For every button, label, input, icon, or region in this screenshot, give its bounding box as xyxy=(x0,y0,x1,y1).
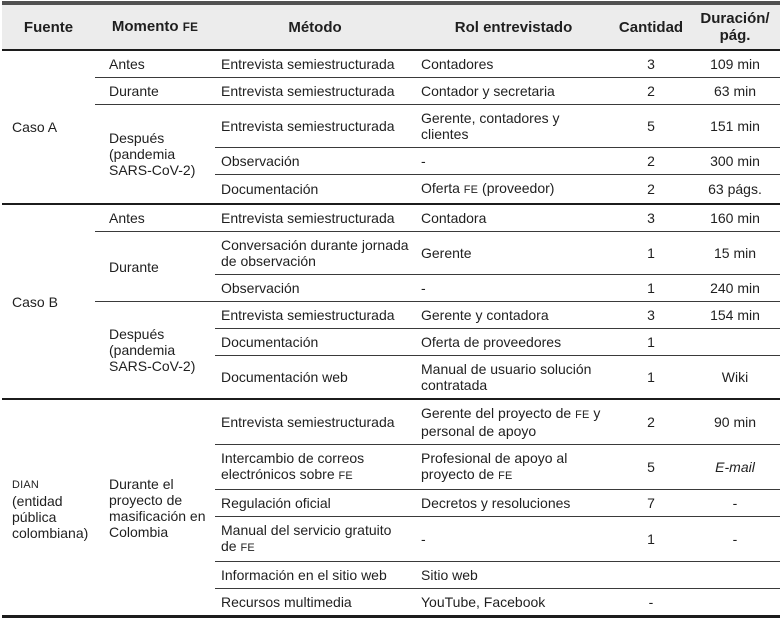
metodo-cell: Observación xyxy=(215,148,415,175)
duracion-cell: 300 min xyxy=(690,148,780,175)
momento-cell: Después (pandemia SARS-CoV-2) xyxy=(95,105,215,205)
rol-cell: Oferta de proveedores xyxy=(415,329,612,356)
duracion-cell: - xyxy=(690,517,780,562)
rol-cell: Decretos y resoluciones xyxy=(415,490,612,517)
rol-cell: Gerente y contadora xyxy=(415,302,612,329)
metodo-cell: Entrevista semiestructurada xyxy=(215,50,415,78)
smallcaps-text: FE xyxy=(338,470,353,482)
duracion-cell: 240 min xyxy=(690,275,780,302)
smallcaps-text: FE xyxy=(182,21,199,34)
cantidad-cell: 2 xyxy=(612,175,690,205)
smallcaps-text: FE xyxy=(240,542,255,554)
metodo-cell: Entrevista semiestructurada xyxy=(215,78,415,105)
cantidad-cell xyxy=(612,562,690,589)
fuente-cell: DIAN (entidad pública colombiana) xyxy=(2,399,95,617)
momento-cell: Durante xyxy=(95,232,215,302)
cantidad-cell: 3 xyxy=(612,50,690,78)
duracion-cell: E-mail xyxy=(690,445,780,490)
metodo-cell: Entrevista semiestructurada xyxy=(215,302,415,329)
cantidad-cell: 2 xyxy=(612,399,690,445)
table-body xyxy=(2,50,780,617)
metodo-cell: Documentación xyxy=(215,329,415,356)
metodo-cell: Entrevista semiestructurada xyxy=(215,399,415,445)
metodo-cell: Entrevista semiestructurada xyxy=(215,204,415,232)
cantidad-cell: 1 xyxy=(612,356,690,400)
metodo-cell: Entrevista semiestructurada xyxy=(215,105,415,148)
rol-cell: - xyxy=(415,275,612,302)
rol-cell: Contador y secretaria xyxy=(415,78,612,105)
momento-cell: Antes xyxy=(95,204,215,232)
smallcaps-text: FE xyxy=(463,184,479,196)
duracion-cell: 154 min xyxy=(690,302,780,329)
metodo-cell: Conversación durante jornada de observación xyxy=(215,232,415,275)
rol-cell: Manual de usuario solución contratada xyxy=(415,356,612,400)
metodo-cell: Recursos multimedia xyxy=(215,589,415,617)
duracion-cell: 15 min xyxy=(690,232,780,275)
rol-cell: Contadores xyxy=(415,50,612,78)
smallcaps-text: FE xyxy=(575,409,590,421)
momento-cell: Durante el proyecto de masificación en Colombia xyxy=(95,399,215,617)
metodo-cell: Intercambio de correos electrónicos sobre FE xyxy=(215,445,415,490)
metodo-cell: Información en el sitio web xyxy=(215,562,415,589)
table-row xyxy=(2,232,780,275)
cantidad-cell: 1 xyxy=(612,275,690,302)
rol-cell: Oferta FE (proveedor) xyxy=(415,175,612,205)
column-header-rol: Rol entrevistado xyxy=(415,3,612,50)
cantidad-cell: 3 xyxy=(612,302,690,329)
table-row xyxy=(2,50,780,78)
cantidad-cell: 1 xyxy=(612,232,690,275)
cantidad-cell: 3 xyxy=(612,204,690,232)
rol-cell: Gerente, contadores y clientes xyxy=(415,105,612,148)
cantidad-cell: 7 xyxy=(612,490,690,517)
table-row xyxy=(2,399,780,445)
momento-cell: Durante xyxy=(95,78,215,105)
cantidad-cell: 5 xyxy=(612,445,690,490)
metodo-cell: Manual del servicio gratuito de FE xyxy=(215,517,415,562)
duracion-cell: 90 min xyxy=(690,399,780,445)
cantidad-cell: - xyxy=(612,589,690,617)
column-header-cantidad: Cantidad xyxy=(612,3,690,50)
table-row xyxy=(2,302,780,329)
rol-cell: YouTube, Facebook xyxy=(415,589,612,617)
metodo-cell: Documentación web xyxy=(215,356,415,400)
momento-cell: Antes xyxy=(95,50,215,78)
rol-cell: - xyxy=(415,517,612,562)
rol-cell: Contadora xyxy=(415,204,612,232)
cantidad-cell: 5 xyxy=(612,105,690,148)
cantidad-cell: 2 xyxy=(612,148,690,175)
duracion-cell xyxy=(690,329,780,356)
column-header-momento: Momento FE xyxy=(95,3,215,50)
duracion-cell: 160 min xyxy=(690,204,780,232)
duracion-cell xyxy=(690,589,780,617)
rol-cell: - xyxy=(415,148,612,175)
table-row xyxy=(2,105,780,148)
table-header xyxy=(2,3,780,50)
duracion-cell: 63 min xyxy=(690,78,780,105)
rol-cell: Gerente xyxy=(415,232,612,275)
cantidad-cell: 1 xyxy=(612,517,690,562)
fuente-cell: Caso B xyxy=(2,204,95,399)
column-header-fuente: Fuente xyxy=(2,3,95,50)
cantidad-cell: 1 xyxy=(612,329,690,356)
metodo-cell: Documentación xyxy=(215,175,415,205)
duracion-cell xyxy=(690,562,780,589)
rol-cell: Gerente del proyecto de FE y personal de apoyo xyxy=(415,399,612,445)
duracion-cell: Wiki xyxy=(690,356,780,400)
rol-cell: Profesional de apoyo al proyecto de FE xyxy=(415,445,612,490)
duracion-cell: - xyxy=(690,490,780,517)
fuente-cell: Caso A xyxy=(2,50,95,204)
duracion-cell: 63 págs. xyxy=(690,175,780,205)
header-row xyxy=(2,3,780,50)
smallcaps-text: DIAN xyxy=(12,478,39,491)
duracion-cell: 151 min xyxy=(690,105,780,148)
smallcaps-text: FE xyxy=(498,470,513,482)
table-row xyxy=(2,78,780,105)
table-row xyxy=(2,204,780,232)
cantidad-cell: 2 xyxy=(612,78,690,105)
metodo-cell: Regulación oficial xyxy=(215,490,415,517)
duracion-cell: 109 min xyxy=(690,50,780,78)
column-header-duracion: Duración/ pág. xyxy=(690,3,780,50)
metodo-cell: Observación xyxy=(215,275,415,302)
rol-cell: Sitio web xyxy=(415,562,612,589)
column-header-metodo: Método xyxy=(215,3,415,50)
data-collection-table xyxy=(2,1,780,618)
momento-cell: Después (pandemia SARS-CoV-2) xyxy=(95,302,215,400)
